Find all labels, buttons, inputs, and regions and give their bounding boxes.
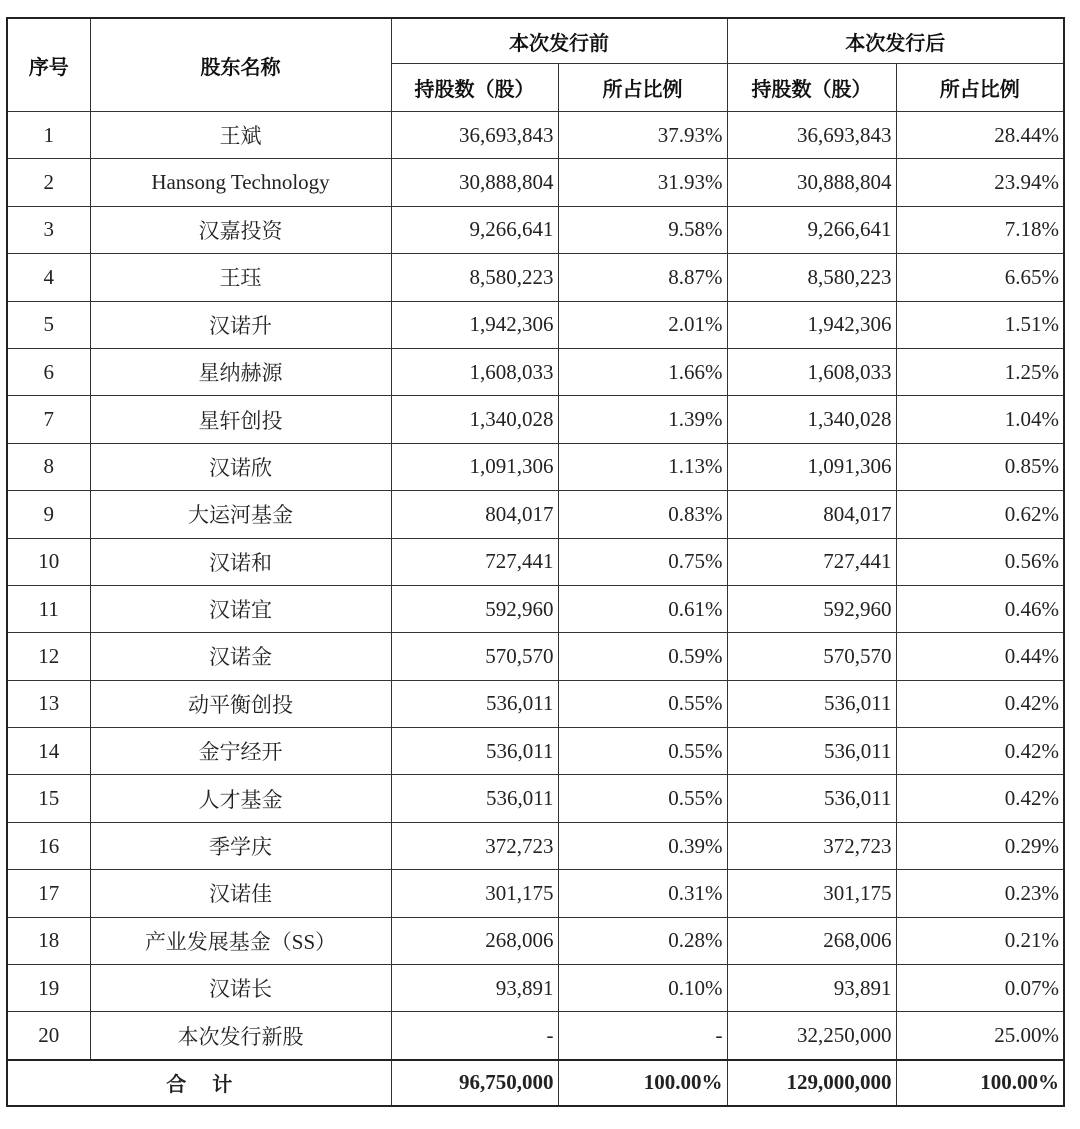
cell-index: 13 bbox=[7, 680, 90, 727]
cell-shares-before: 301,175 bbox=[391, 870, 558, 917]
cell-shares-after: 1,091,306 bbox=[727, 443, 896, 490]
cell-index: 20 bbox=[7, 1012, 90, 1060]
cell-index: 4 bbox=[7, 254, 90, 301]
cell-index: 5 bbox=[7, 301, 90, 348]
cell-ratio-after: 28.44% bbox=[896, 112, 1064, 159]
cell-shares-before: 36,693,843 bbox=[391, 112, 558, 159]
cell-shares-after: 93,891 bbox=[727, 965, 896, 1012]
cell-shareholder-name: 产业发展基金（SS） bbox=[90, 917, 391, 964]
cell-ratio-before: 0.55% bbox=[558, 775, 727, 822]
table-row bbox=[7, 965, 1064, 1012]
cell-ratio-before: 0.39% bbox=[558, 822, 727, 869]
cell-shareholder-name: 大运河基金 bbox=[90, 491, 391, 538]
cell-shareholder-name: 本次发行新股 bbox=[90, 1012, 391, 1060]
cell-shareholder-name: 动平衡创投 bbox=[90, 680, 391, 727]
cell-shares-before: - bbox=[391, 1012, 558, 1060]
cell-ratio-after: 0.62% bbox=[896, 491, 1064, 538]
cell-index: 2 bbox=[7, 159, 90, 206]
table-row bbox=[7, 775, 1064, 822]
cell-shares-before: 30,888,804 bbox=[391, 159, 558, 206]
total-shares-before: 96,750,000 bbox=[391, 1060, 558, 1106]
cell-ratio-after: 25.00% bbox=[896, 1012, 1064, 1060]
table-row bbox=[7, 1012, 1064, 1060]
cell-index: 11 bbox=[7, 585, 90, 632]
header-after-issuance: 本次发行后 bbox=[727, 18, 1064, 64]
table-row bbox=[7, 112, 1064, 159]
cell-shareholder-name: 汉诺佳 bbox=[90, 870, 391, 917]
cell-ratio-before: 1.13% bbox=[558, 443, 727, 490]
table-row bbox=[7, 396, 1064, 443]
cell-shares-after: 32,250,000 bbox=[727, 1012, 896, 1060]
cell-shares-before: 8,580,223 bbox=[391, 254, 558, 301]
table-row bbox=[7, 206, 1064, 253]
cell-shareholder-name: 汉诺长 bbox=[90, 965, 391, 1012]
cell-index: 15 bbox=[7, 775, 90, 822]
cell-ratio-before: 1.39% bbox=[558, 396, 727, 443]
cell-shareholder-name: 汉嘉投资 bbox=[90, 206, 391, 253]
header-shares-before: 持股数（股） bbox=[391, 64, 558, 112]
cell-ratio-after: 0.21% bbox=[896, 917, 1064, 964]
cell-shares-after: 1,942,306 bbox=[727, 301, 896, 348]
total-label: 合计 bbox=[7, 1060, 391, 1106]
cell-shares-after: 372,723 bbox=[727, 822, 896, 869]
total-ratio-before: 100.00% bbox=[558, 1060, 727, 1106]
header-shares-after: 持股数（股） bbox=[727, 64, 896, 112]
cell-index: 7 bbox=[7, 396, 90, 443]
table-row bbox=[7, 443, 1064, 490]
cell-index: 3 bbox=[7, 206, 90, 253]
cell-index: 6 bbox=[7, 348, 90, 395]
cell-shares-before: 1,942,306 bbox=[391, 301, 558, 348]
cell-ratio-before: 0.31% bbox=[558, 870, 727, 917]
cell-shares-after: 570,570 bbox=[727, 633, 896, 680]
cell-ratio-before: 9.58% bbox=[558, 206, 727, 253]
cell-shares-before: 592,960 bbox=[391, 585, 558, 632]
cell-ratio-before: 0.59% bbox=[558, 633, 727, 680]
cell-ratio-before: 0.55% bbox=[558, 680, 727, 727]
cell-shares-after: 536,011 bbox=[727, 680, 896, 727]
cell-shareholder-name: 季学庆 bbox=[90, 822, 391, 869]
table-row bbox=[7, 633, 1064, 680]
cell-shares-before: 804,017 bbox=[391, 491, 558, 538]
cell-ratio-after: 0.56% bbox=[896, 538, 1064, 585]
cell-shares-after: 1,608,033 bbox=[727, 348, 896, 395]
table-row bbox=[7, 491, 1064, 538]
cell-ratio-before: - bbox=[558, 1012, 727, 1060]
table-row bbox=[7, 728, 1064, 775]
cell-shares-before: 1,340,028 bbox=[391, 396, 558, 443]
cell-ratio-before: 0.61% bbox=[558, 585, 727, 632]
table-row bbox=[7, 254, 1064, 301]
cell-shares-after: 1,340,028 bbox=[727, 396, 896, 443]
header-shareholder-name: 股东名称 bbox=[90, 18, 391, 112]
cell-shares-after: 9,266,641 bbox=[727, 206, 896, 253]
cell-ratio-before: 2.01% bbox=[558, 301, 727, 348]
shareholder-table bbox=[6, 17, 1065, 1107]
cell-shares-after: 268,006 bbox=[727, 917, 896, 964]
cell-shares-after: 30,888,804 bbox=[727, 159, 896, 206]
cell-ratio-after: 6.65% bbox=[896, 254, 1064, 301]
cell-shares-after: 36,693,843 bbox=[727, 112, 896, 159]
cell-shareholder-name: 汉诺和 bbox=[90, 538, 391, 585]
cell-shareholder-name: 汉诺升 bbox=[90, 301, 391, 348]
table-row bbox=[7, 538, 1064, 585]
header-ratio-before: 所占比例 bbox=[558, 64, 727, 112]
table-row bbox=[7, 917, 1064, 964]
cell-index: 9 bbox=[7, 491, 90, 538]
cell-shares-before: 536,011 bbox=[391, 680, 558, 727]
cell-shares-after: 804,017 bbox=[727, 491, 896, 538]
cell-shares-after: 536,011 bbox=[727, 728, 896, 775]
cell-index: 8 bbox=[7, 443, 90, 490]
table-row bbox=[7, 822, 1064, 869]
cell-ratio-after: 0.07% bbox=[896, 965, 1064, 1012]
cell-shareholder-name: 汉诺金 bbox=[90, 633, 391, 680]
table-row bbox=[7, 680, 1064, 727]
cell-shares-before: 536,011 bbox=[391, 775, 558, 822]
cell-ratio-after: 0.46% bbox=[896, 585, 1064, 632]
cell-shares-before: 727,441 bbox=[391, 538, 558, 585]
cell-ratio-after: 0.42% bbox=[896, 680, 1064, 727]
cell-shares-before: 1,091,306 bbox=[391, 443, 558, 490]
cell-index: 14 bbox=[7, 728, 90, 775]
cell-ratio-after: 1.51% bbox=[896, 301, 1064, 348]
cell-ratio-after: 0.44% bbox=[896, 633, 1064, 680]
cell-shareholder-name: 金宁经开 bbox=[90, 728, 391, 775]
cell-shareholder-name: Hansong Technology bbox=[90, 159, 391, 206]
cell-shareholder-name: 王珏 bbox=[90, 254, 391, 301]
cell-shares-before: 93,891 bbox=[391, 965, 558, 1012]
table-row bbox=[7, 159, 1064, 206]
cell-ratio-before: 0.10% bbox=[558, 965, 727, 1012]
cell-ratio-before: 0.28% bbox=[558, 917, 727, 964]
cell-shares-before: 570,570 bbox=[391, 633, 558, 680]
cell-ratio-before: 37.93% bbox=[558, 112, 727, 159]
cell-shares-before: 1,608,033 bbox=[391, 348, 558, 395]
cell-ratio-after: 0.42% bbox=[896, 775, 1064, 822]
cell-shareholder-name: 汉诺宜 bbox=[90, 585, 391, 632]
header-ratio-after: 所占比例 bbox=[896, 64, 1064, 112]
cell-ratio-after: 7.18% bbox=[896, 206, 1064, 253]
total-row bbox=[7, 1060, 1064, 1106]
cell-ratio-before: 0.55% bbox=[558, 728, 727, 775]
cell-shares-after: 592,960 bbox=[727, 585, 896, 632]
cell-ratio-before: 1.66% bbox=[558, 348, 727, 395]
table-row bbox=[7, 348, 1064, 395]
table-row bbox=[7, 585, 1064, 632]
cell-shares-before: 9,266,641 bbox=[391, 206, 558, 253]
total-ratio-after: 100.00% bbox=[896, 1060, 1064, 1106]
cell-index: 18 bbox=[7, 917, 90, 964]
cell-shareholder-name: 人才基金 bbox=[90, 775, 391, 822]
cell-ratio-after: 23.94% bbox=[896, 159, 1064, 206]
cell-ratio-after: 0.42% bbox=[896, 728, 1064, 775]
cell-shares-after: 8,580,223 bbox=[727, 254, 896, 301]
header-index: 序号 bbox=[7, 18, 90, 112]
cell-index: 19 bbox=[7, 965, 90, 1012]
cell-shares-after: 536,011 bbox=[727, 775, 896, 822]
cell-index: 17 bbox=[7, 870, 90, 917]
cell-shares-before: 536,011 bbox=[391, 728, 558, 775]
cell-ratio-after: 0.23% bbox=[896, 870, 1064, 917]
cell-ratio-after: 1.25% bbox=[896, 348, 1064, 395]
table-row bbox=[7, 301, 1064, 348]
cell-shares-after: 301,175 bbox=[727, 870, 896, 917]
cell-shareholder-name: 星轩创投 bbox=[90, 396, 391, 443]
cell-index: 1 bbox=[7, 112, 90, 159]
cell-index: 10 bbox=[7, 538, 90, 585]
cell-ratio-before: 8.87% bbox=[558, 254, 727, 301]
total-shares-after: 129,000,000 bbox=[727, 1060, 896, 1106]
cell-ratio-before: 31.93% bbox=[558, 159, 727, 206]
cell-shares-before: 268,006 bbox=[391, 917, 558, 964]
cell-ratio-after: 0.85% bbox=[896, 443, 1064, 490]
cell-index: 16 bbox=[7, 822, 90, 869]
header-before-issuance: 本次发行前 bbox=[391, 18, 727, 64]
cell-index: 12 bbox=[7, 633, 90, 680]
cell-shareholder-name: 汉诺欣 bbox=[90, 443, 391, 490]
cell-shareholder-name: 王斌 bbox=[90, 112, 391, 159]
table-row bbox=[7, 870, 1064, 917]
cell-shares-after: 727,441 bbox=[727, 538, 896, 585]
cell-shareholder-name: 星纳赫源 bbox=[90, 348, 391, 395]
cell-ratio-before: 0.83% bbox=[558, 491, 727, 538]
cell-shares-before: 372,723 bbox=[391, 822, 558, 869]
cell-ratio-before: 0.75% bbox=[558, 538, 727, 585]
cell-ratio-after: 0.29% bbox=[896, 822, 1064, 869]
cell-ratio-after: 1.04% bbox=[896, 396, 1064, 443]
table-body bbox=[7, 112, 1064, 1060]
